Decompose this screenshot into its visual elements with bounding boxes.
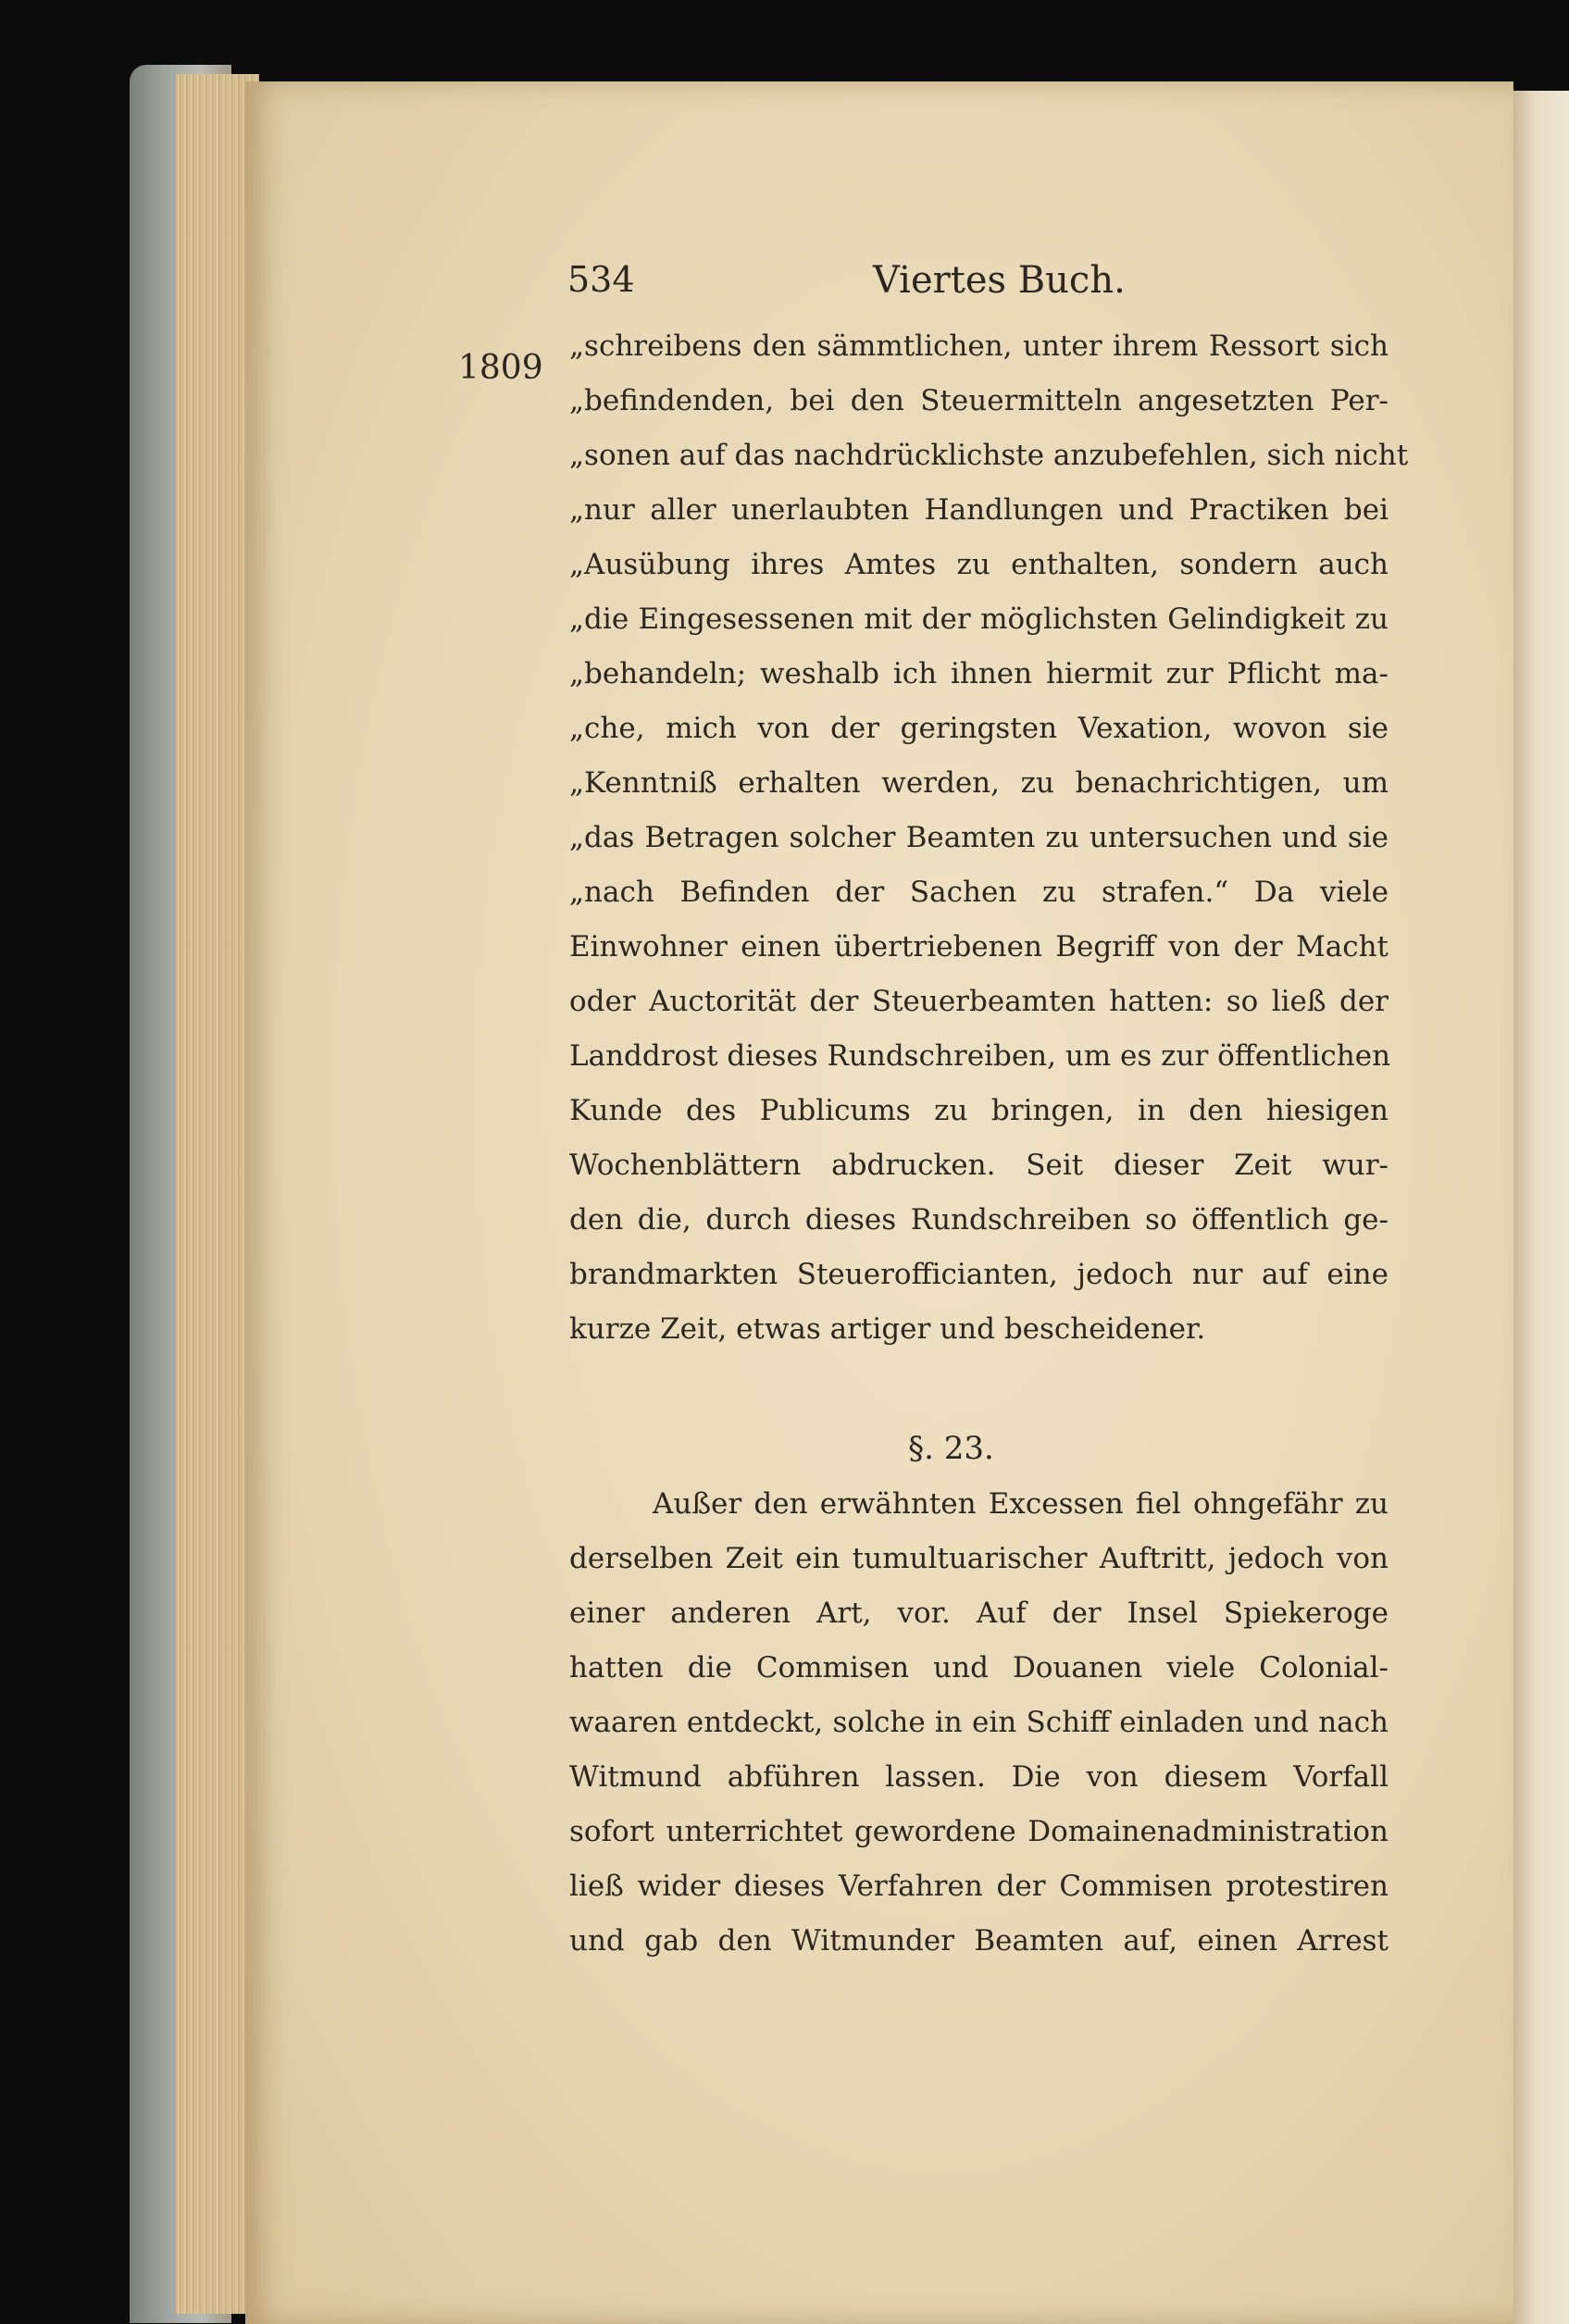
text-line: sofort unterrichtet gewordene Domainenadministration bbox=[569, 1815, 1388, 1848]
text-line: „nach Befinden der Sachen zu strafen.“ Da viele bbox=[569, 876, 1388, 909]
page-number: 534 bbox=[567, 259, 635, 300]
text-line: hatten die Commisen und Douanen viele Colonial- bbox=[569, 1651, 1388, 1684]
running-title: Viertes Buch. bbox=[873, 259, 1126, 302]
page-text bbox=[458, 250, 1409, 1969]
text-line: kurze Zeit, etwas artiger und bescheidener. bbox=[569, 1312, 1206, 1346]
text-line: „Kenntniß erhalten werden, zu benachrichtigen, um bbox=[569, 766, 1388, 800]
text-line: „che, mich von der geringsten Vexation, wovon sie bbox=[569, 712, 1388, 745]
text-line: „Ausübung ihres Amtes zu enthalten, sondern auch bbox=[569, 548, 1388, 581]
section-heading: §. 23. bbox=[908, 1430, 994, 1467]
paragraph-quotation bbox=[569, 319, 1409, 1357]
text-line: Kunde des Publicums zu bringen, in den hiesigen bbox=[569, 1094, 1388, 1127]
text-line: „sonen auf das nachdrücklichste anzubefehlen, sich nicht bbox=[569, 439, 1409, 472]
text-line: „schreibens den sämmtlichen, unter ihrem Ressort sich bbox=[569, 329, 1388, 363]
margin-year: 1809 bbox=[458, 349, 543, 387]
text-line: Wochenblättern abdrucken. Seit dieser Zeit wur- bbox=[569, 1149, 1388, 1182]
paragraph-section-23 bbox=[569, 1477, 1388, 1969]
text-line: und gab den Witmunder Beamten auf, einen Arrest bbox=[569, 1924, 1388, 1957]
text-line: Einwohner einen übertriebenen Begriff von der Macht bbox=[569, 930, 1388, 963]
text-line: Außer den erwähnten Excessen fiel ohngefähr zu bbox=[653, 1487, 1388, 1521]
text-line: ließ wider dieses Verfahren der Commisen protestiren bbox=[569, 1870, 1388, 1903]
text-line: waaren entdeckt, solche in ein Schiff einladen und nach bbox=[569, 1706, 1388, 1739]
page-header bbox=[569, 250, 1388, 319]
text-line: einer anderen Art, vor. Auf der Insel Spiekeroge bbox=[569, 1597, 1388, 1630]
text-line: brandmarkten Steuerofficianten, jedoch nur auf eine bbox=[569, 1258, 1388, 1291]
text-line: den die, durch dieses Rundschreiben so öffentlich ge- bbox=[569, 1203, 1388, 1237]
text-line: oder Auctorität der Steuerbeamten hatten: so ließ der bbox=[569, 985, 1388, 1018]
text-line: „nur aller unerlaubten Handlungen und Practiken bei bbox=[569, 493, 1388, 527]
text-line: „die Eingesessenen mit der möglichsten Gelindigkeit zu bbox=[569, 603, 1388, 636]
section-spacer bbox=[569, 1357, 1388, 1420]
text-line: Witmund abführen lassen. Die von diesem Vorfall bbox=[569, 1760, 1388, 1794]
text-line: „das Betragen solcher Beamten zu untersuchen und sie bbox=[569, 821, 1388, 854]
text-line: Landdrost dieses Rundschreiben, um es zur öffentlichen bbox=[569, 1039, 1391, 1073]
text-line: „behandeln; weshalb ich ihnen hiermit zur Pflicht ma- bbox=[569, 657, 1388, 690]
text-line: „befindenden, bei den Steuermitteln angesetzten Per- bbox=[569, 384, 1388, 417]
facing-page-edge bbox=[1513, 91, 1569, 2324]
text-line: derselben Zeit ein tumultuarischer Auftritt, jedoch von bbox=[569, 1542, 1388, 1575]
